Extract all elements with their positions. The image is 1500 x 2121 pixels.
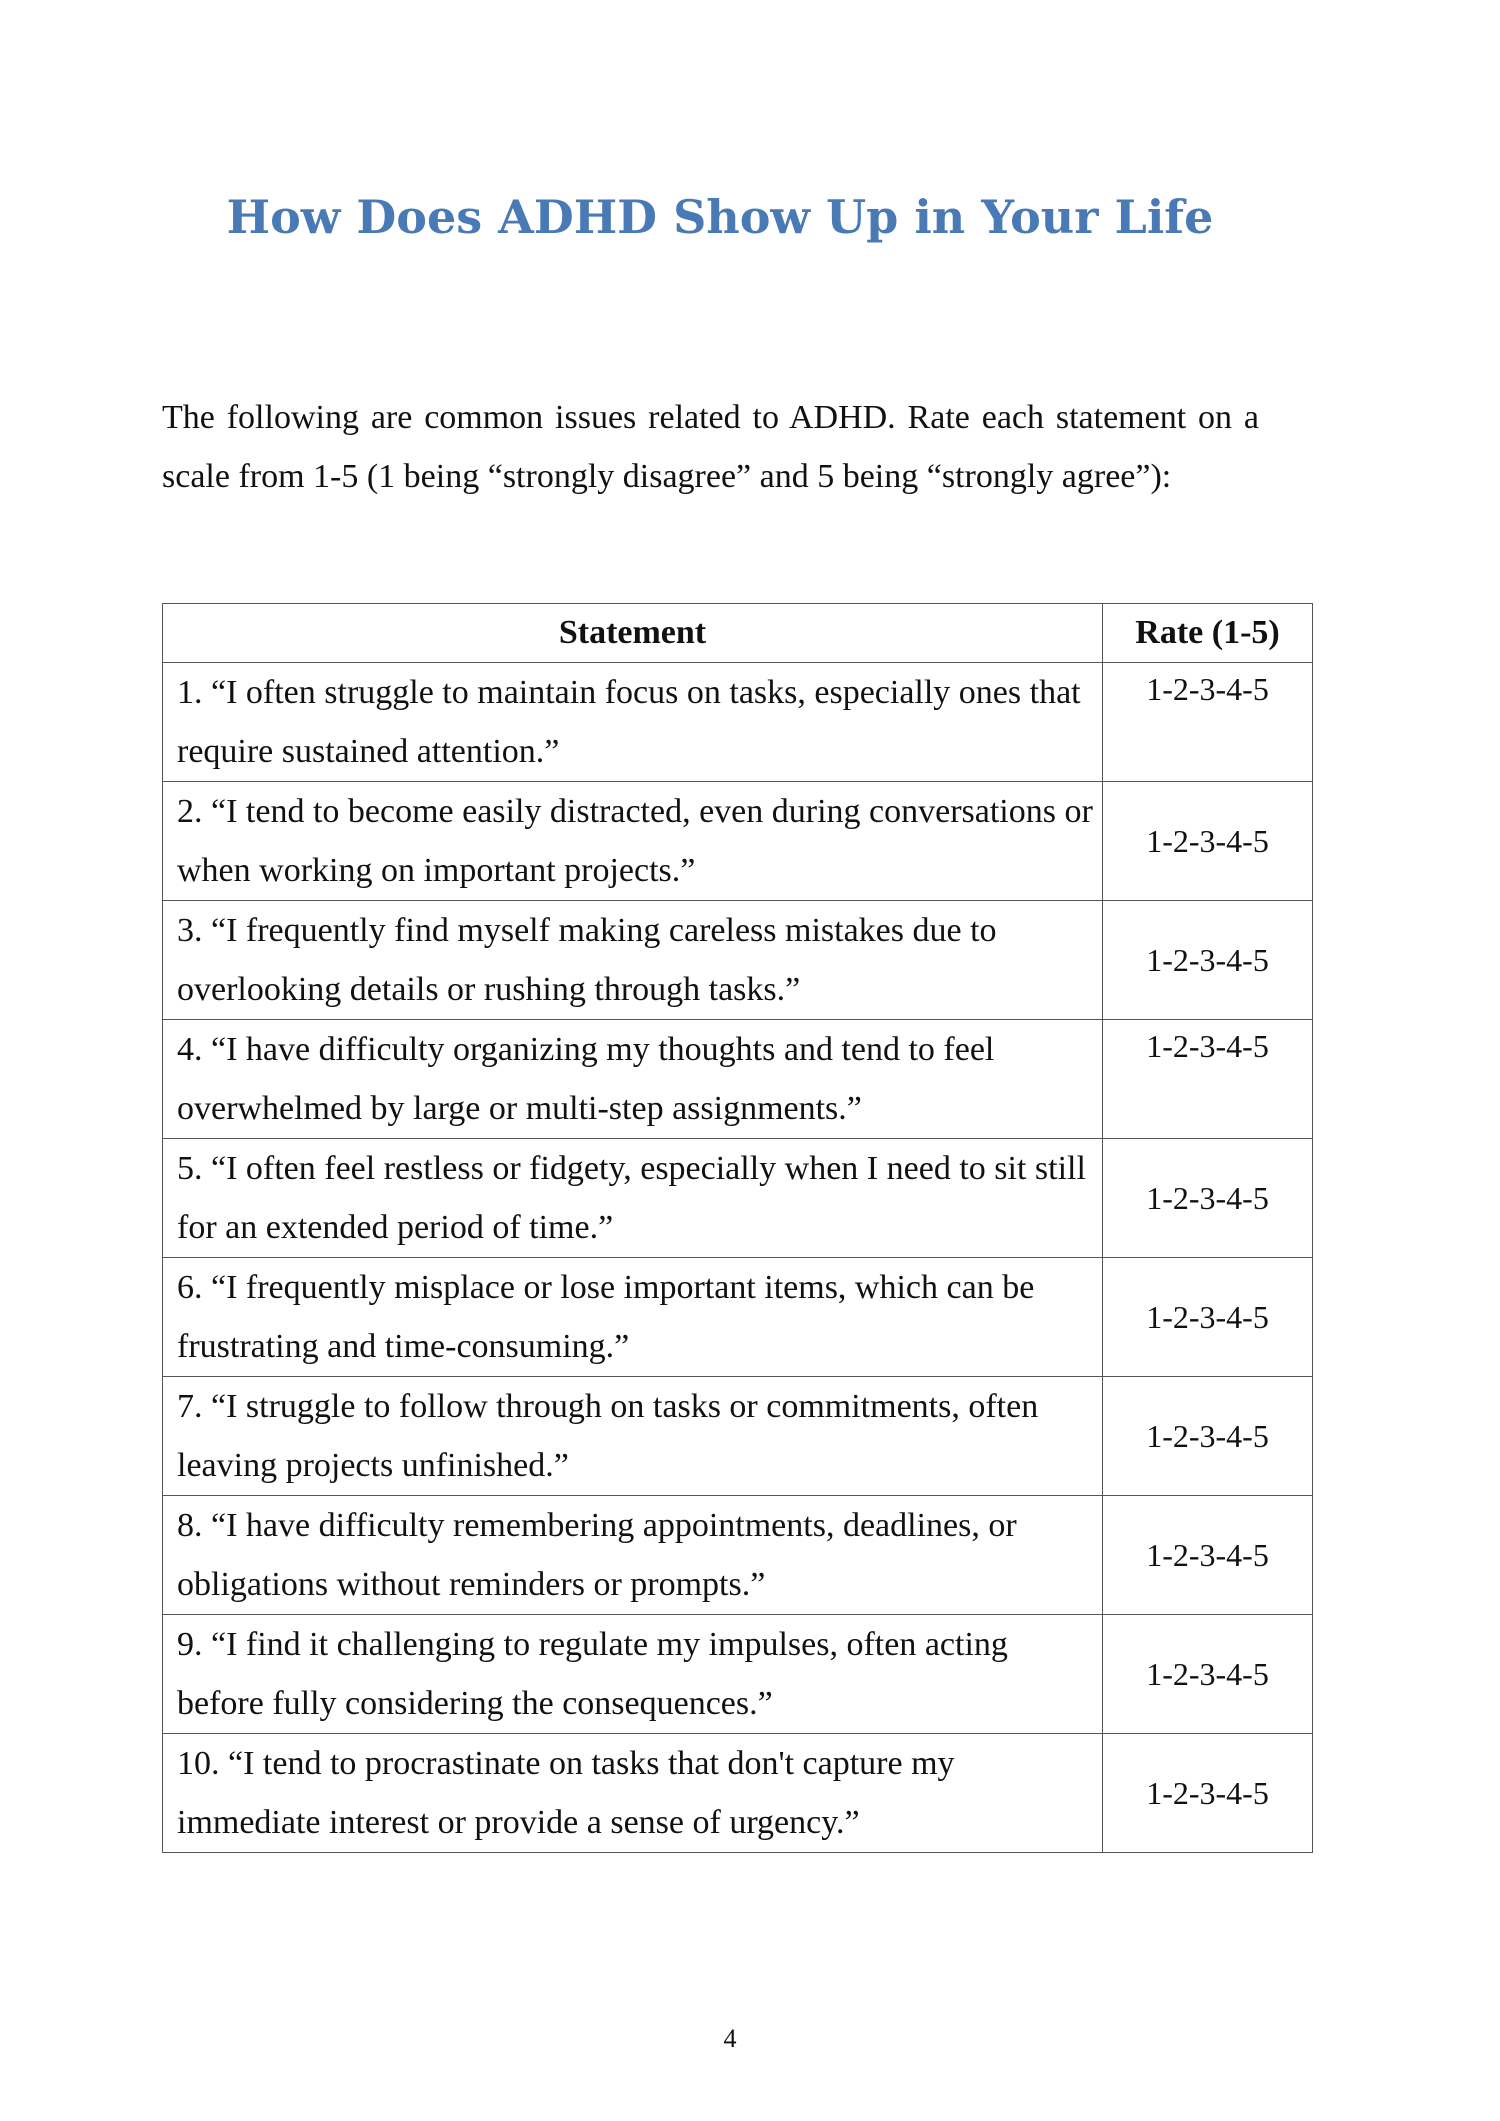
table-row (163, 1139, 1313, 1258)
page-number: 4 (723, 2024, 737, 2053)
statement-cell: 3. “I frequently find myself making careless mistakes due to overlooking details or rushing through tasks.” (163, 901, 1103, 1020)
statement-cell: 5. “I often feel restless or fidgety, especially when I need to sit still for an extended period of time.” (163, 1139, 1103, 1258)
rate-cell: 1-2-3-4-5 (1103, 1615, 1313, 1734)
statement-cell: 6. “I frequently misplace or lose important items, which can be frustrating and time-consuming.” (163, 1258, 1103, 1377)
table-row (163, 1734, 1313, 1853)
table-row (163, 1377, 1313, 1496)
statement-cell: 9. “I find it challenging to regulate my impulses, often acting before fully considering the consequences.” (163, 1615, 1103, 1734)
table-row (163, 901, 1313, 1020)
rate-cell: 1-2-3-4-5 (1103, 782, 1313, 901)
table-header-row (163, 604, 1313, 663)
rate-cell: 1-2-3-4-5 (1103, 1020, 1313, 1139)
table-row (163, 782, 1313, 901)
table-row (163, 1615, 1313, 1734)
table-row (163, 1258, 1313, 1377)
rate-cell: 1-2-3-4-5 (1103, 663, 1313, 782)
header-statement: Statement (163, 604, 1103, 663)
statement-cell: 10. “I tend to procrastinate on tasks that don't capture my immediate interest or provide a sense of urgency.” (163, 1734, 1103, 1853)
rate-cell: 1-2-3-4-5 (1103, 1139, 1313, 1258)
statement-cell: 2. “I tend to become easily distracted, even during conversations or when working on important projects.” (163, 782, 1103, 901)
statement-cell: 4. “I have difficulty organizing my thoughts and tend to feel overwhelmed by large or multi-step assignments.” (163, 1020, 1103, 1139)
rate-cell: 1-2-3-4-5 (1103, 901, 1313, 1020)
table-row (163, 663, 1313, 782)
rate-cell: 1-2-3-4-5 (1103, 1258, 1313, 1377)
header-rate: Rate (1-5) (1103, 604, 1313, 663)
rating-table (162, 603, 1313, 1853)
statement-cell: 1. “I often struggle to maintain focus on tasks, especially ones that require sustained attention.” (163, 663, 1103, 782)
table-row (163, 1020, 1313, 1139)
intro-paragraph: The following are common issues related to ADHD. Rate each statement on a scale from 1-5 (1 being “strongly disagree” and 5 being “strongly agree”): (162, 399, 1259, 495)
page-title: How Does ADHD Show Up in Your Life (226, 190, 1214, 244)
table-row (163, 1496, 1313, 1615)
rate-cell: 1-2-3-4-5 (1103, 1496, 1313, 1615)
statement-cell: 7. “I struggle to follow through on tasks or commitments, often leaving projects unfinished.” (163, 1377, 1103, 1496)
rate-cell: 1-2-3-4-5 (1103, 1377, 1313, 1496)
rate-cell: 1-2-3-4-5 (1103, 1734, 1313, 1853)
statement-cell: 8. “I have difficulty remembering appointments, deadlines, or obligations without reminders or prompts.” (163, 1496, 1103, 1615)
